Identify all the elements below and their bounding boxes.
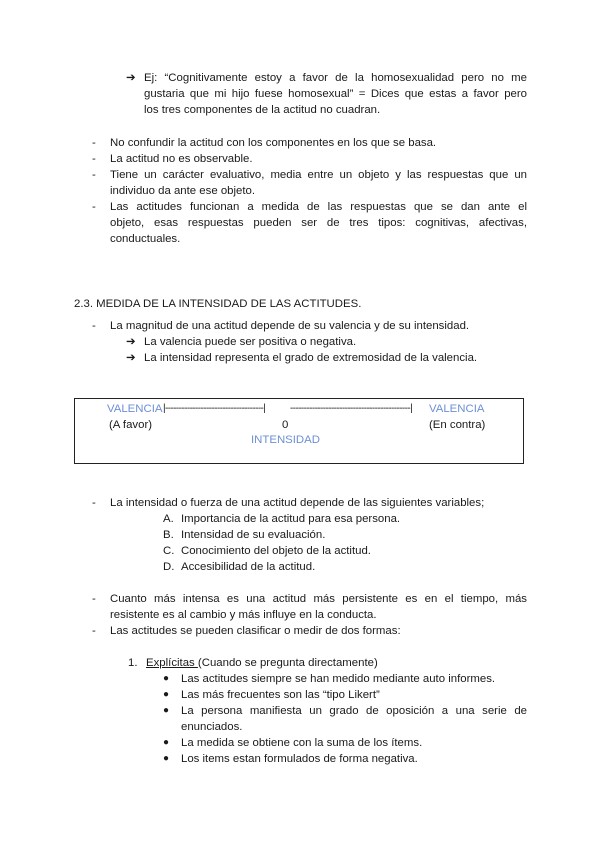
arrow-icon: ➔ <box>126 352 136 364</box>
dash-bullet: - <box>92 137 96 149</box>
dash-bullet: - <box>92 593 96 605</box>
list2-sub-2: La intensidad representa el grado de extremosidad de la valencia. <box>144 352 478 364</box>
example-line-1: Ej: “Cognitivamente estoy a favor de la homosexualidad pero no me <box>144 72 527 84</box>
bullet-icon: ● <box>163 737 170 748</box>
list1-item-3-line-1: Tiene un carácter evaluativo, media entre un objeto y las respuestas que un <box>110 169 527 181</box>
list3-letter-b: Intensidad de su evaluación. <box>181 529 326 541</box>
scale-left-label: VALENCIA <box>107 403 163 415</box>
list3-marker-b: B. <box>163 529 174 541</box>
numbered-bullet-2: Las más frecuentes son las “tipo Likert” <box>181 689 380 701</box>
list4-item-2: Las actitudes se pueden clasificar o medir de dos formas: <box>110 625 401 637</box>
dash-bullet: - <box>92 497 96 509</box>
example-line-3: los tres componentes de la actitud no cuadran. <box>144 104 381 116</box>
valence-scale-box <box>74 398 524 464</box>
numbered-marker: 1. <box>128 657 138 669</box>
list2-item: La magnitud de una actitud depende de su valencia y de su intensidad. <box>110 320 470 332</box>
bullet-icon: ● <box>163 705 170 716</box>
list4-item-1-line-2: resistente es al cambio y más influye en la conducta. <box>110 609 377 621</box>
scale-right-label: VALENCIA <box>429 403 485 415</box>
numbered-bullet-3-line-1: La persona manifiesta un grado de oposición a una serie de <box>181 705 527 717</box>
arrow-icon: ➔ <box>126 336 136 348</box>
list3-marker-a: A. <box>163 513 174 525</box>
list1-item-4-line-2: objeto, esas respuestas pueden ser de tres tipos: cognitivas, afectivas, <box>110 217 527 229</box>
scale-line-left: |------------------------------------| <box>163 403 266 414</box>
dash-bullet: - <box>92 153 96 165</box>
arrow-icon: ➔ <box>126 72 136 84</box>
list1-item-2: La actitud no es observable. <box>110 153 253 165</box>
bullet-icon: ● <box>163 689 170 700</box>
list3-letter-d: Accesibilidad de la actitud. <box>181 561 316 573</box>
list2-sub-1: La valencia puede ser positiva o negativa. <box>144 336 357 348</box>
example-line-2: gustaria que mi hijo fuese homosexual” = Dices que estas a favor pero <box>144 88 527 100</box>
scale-left-sub: (A favor) <box>109 419 153 431</box>
scale-line-right: --------------------------------------------| <box>290 403 413 414</box>
numbered-bullet-3-line-2: enunciados. <box>181 721 243 733</box>
numbered-bullet-5: Los items estan formulados de forma negativa. <box>181 753 418 765</box>
numbered-title-row <box>146 655 378 671</box>
list4-item-1-line-1: Cuanto más intensa es una actitud más persistente es en el tiempo, más <box>110 593 527 605</box>
list3-item: La intensidad o fuerza de una actitud depende de las siguientes variables; <box>110 497 485 509</box>
dash-bullet: - <box>92 201 96 213</box>
dash-bullet: - <box>92 169 96 181</box>
numbered-title-rest: (Cuando se pregunta directamente) <box>197 657 378 669</box>
list3-letter-a: Importancia de la actitud para esa persona. <box>181 513 401 525</box>
list1-item-3-line-2: individuo da ante ese objeto. <box>110 185 256 197</box>
list1-item-4-line-3: conductuales. <box>110 233 181 245</box>
scale-right-sub: (En contra) <box>429 419 486 431</box>
bullet-icon: ● <box>163 673 170 684</box>
numbered-title: Explícitas <box>146 657 198 669</box>
section-heading: 2.3. MEDIDA DE LA INTENSIDAD DE LAS ACTITUDES. <box>74 298 362 310</box>
dash-bullet: - <box>92 625 96 637</box>
dash-bullet: - <box>92 320 96 332</box>
list1-item-4-line-1: Las actitudes funcionan a medida de las respuestas que se dan ante el <box>110 201 527 213</box>
list3-letter-c: Conocimiento del objeto de la actitud. <box>181 545 371 557</box>
numbered-bullet-4: La medida se obtiene con la suma de los ítems. <box>181 737 423 749</box>
bullet-icon: ● <box>163 753 170 764</box>
list1-item-1: No confundir la actitud con los componentes en los que se basa. <box>110 137 437 149</box>
scale-center-sub: 0 <box>282 419 289 431</box>
list3-marker-d: D. <box>163 561 175 573</box>
scale-center-label: INTENSIDAD <box>251 434 320 446</box>
numbered-bullet-1: Las actitudes siempre se han medido mediante auto informes. <box>181 673 496 685</box>
list3-marker-c: C. <box>163 545 175 557</box>
